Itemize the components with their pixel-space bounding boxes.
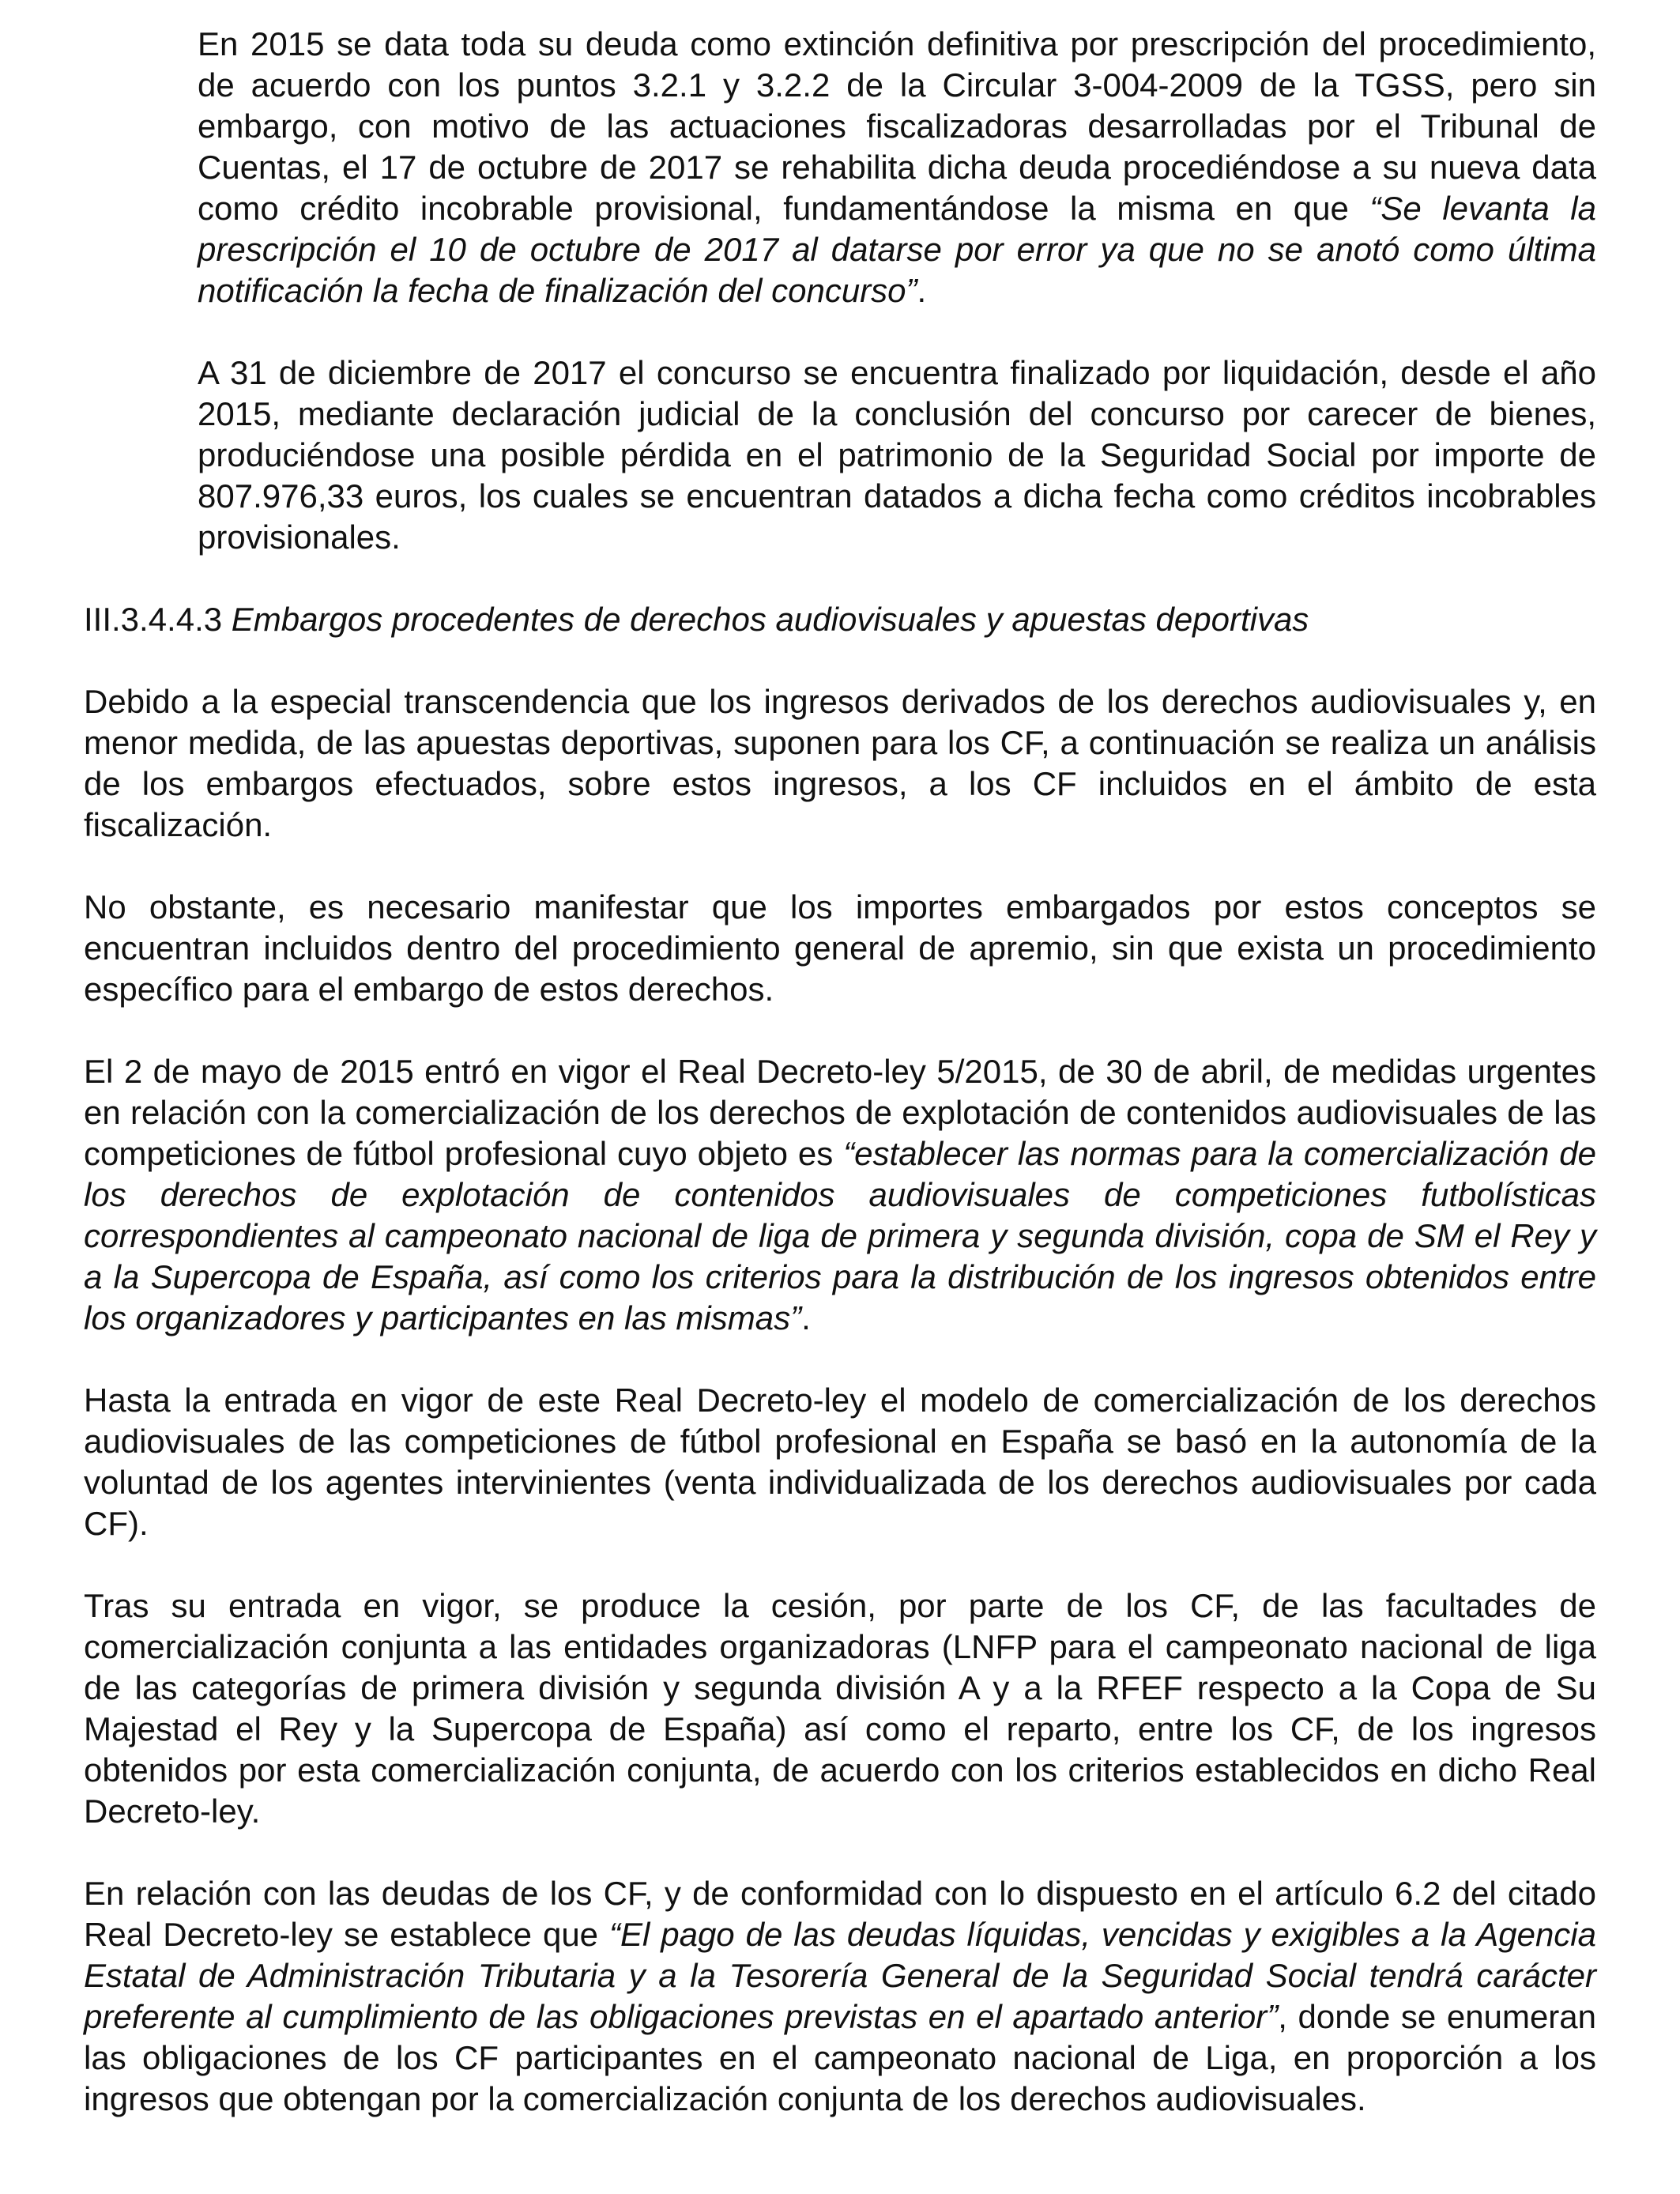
section-heading: [84, 599, 1596, 640]
paragraph-transcendence: [84, 681, 1596, 846]
paragraph-text: No obstante, es necesario manifestar que los importes embargados por estos conceptos se encuentran incluidos dentro del procedimiento general de apremio, sin que exista un procedimiento específico para el embargo de estos derechos.: [84, 888, 1596, 1008]
paragraph-debts-article: [84, 1873, 1596, 2120]
paragraph-text: .: [801, 1299, 811, 1336]
paragraph-previous-model: [84, 1380, 1596, 1544]
paragraph-text: , donde se enumeran las obligaciones de los CF participantes en el campeonato nacional de Liga, en proporción a los ingresos que obtengan por la comercialización conjunta de los derechos audiovisuales.: [84, 1998, 1596, 2117]
paragraph-text: Tras su entrada en vigor, se produce la cesión, por parte de los CF, de las facultades de comercialización conjunta a las entidades organizadoras (LNFP para el campeonato nacional de liga de las categorías de primera división y segunda división A y a la RFEF respecto a la Copa de Su Majestad el Rey y la Supercopa de España) así como el reparto, entre los CF, de los ingresos obtenidos por esta comercialización conjunta, de acuerdo con los criterios establecidos en dicho Real Decreto-ley.: [84, 1587, 1596, 1830]
paragraph-text: Debido a la especial transcendencia que los ingresos derivados de los derechos audiovisuales y, en menor medida, de las apuestas deportivas, suponen para los CF, a continuación se realiza un análisis de los embargos efectuados, sobre estos ingresos, a los CF incluidos en el ámbito de esta fiscalización.: [84, 683, 1596, 843]
section-title: Embargos procedentes de derechos audiovisuales y apuestas deportivas: [231, 601, 1309, 638]
paragraph-text: El 2 de mayo de 2015 entró en vigor el Real Decreto-ley 5/2015, de 30 de abril, de medidas urgentes en relación con la comercialización de los derechos de explotación de contenidos audiovisuales de las competiciones de fútbol profesional cuyo objeto es: [84, 1053, 1596, 1172]
paragraph-liquidation: [198, 352, 1596, 558]
paragraph-text: Hasta la entrada en vigor de este Real Decreto-ley el modelo de comercialización de los derechos audiovisuales de las competiciones de fútbol profesional en España se basó en la autonomía de la voluntad de los agentes intervinientes (venta individualizada de los derechos audiovisuales por cada CF).: [84, 1382, 1596, 1542]
paragraph-procedure: [84, 887, 1596, 1010]
quote-text: “Se levanta la prescripción el 10 de octubre de 2017 al datarse por error ya que no se anotó como última notificación la fecha de finalización del concurso”: [198, 190, 1596, 309]
quote-text: “El pago de las deudas líquidas, vencidas y exigibles a la Agencia Estatal de Administración Tributaria y a la Tesorería General de la Seguridad Social tendrá carácter preferente al cumplimiento de las obligaciones previstas en el apartado anterior”: [84, 1916, 1596, 2035]
paragraph-text: .: [917, 272, 927, 309]
document-page: [84, 24, 1596, 2161]
paragraph-text: En 2015 se data toda su deuda como extinción definitiva por prescripción del procedimiento, de acuerdo con los puntos 3.2.1 y 3.2.2 de la Circular 3-004-2009 de la TGSS, pero sin embargo, con motivo de las actuaciones fiscalizadoras desarrolladas por el Tribunal de Cuentas, el 17 de octubre de 2017 se rehabilita dicha deuda procediéndose a su nueva data como crédito incobrable provisional, fundamentándose la misma en que: [198, 25, 1596, 227]
section-number: III.3.4.4.3: [84, 601, 223, 638]
quote-text: “establecer las normas para la comercialización de los derechos de explotación de contenidos audiovisuales de competiciones futbolísticas correspondientes al campeonato nacional de liga de primera y segunda división, copa de SM el Rey y a la Supercopa de España, así como los criterios para la distribución de los ingresos obtenidos entre los organizadores y participantes en las mismas”: [84, 1135, 1596, 1336]
paragraph-debt-prescription: [198, 24, 1596, 311]
paragraph-royal-decree: [84, 1051, 1596, 1339]
paragraph-text: En relación con las deudas de los CF, y de conformidad con lo dispuesto en el artículo 6.2 del citado Real Decreto-ley se establece que: [84, 1875, 1596, 1953]
paragraph-text: A 31 de diciembre de 2017 el concurso se encuentra finalizado por liquidación, desde el año 2015, mediante declaración judicial de la conclusión del concurso por carecer de bienes, produciéndose una posible pérdida en el patrimonio de la Seguridad Social por importe de 807.976,33 euros, los cuales se encuentran datados a dicha fecha como créditos incobrables provisionales.: [198, 354, 1596, 556]
paragraph-joint-commercialization: [84, 1585, 1596, 1832]
